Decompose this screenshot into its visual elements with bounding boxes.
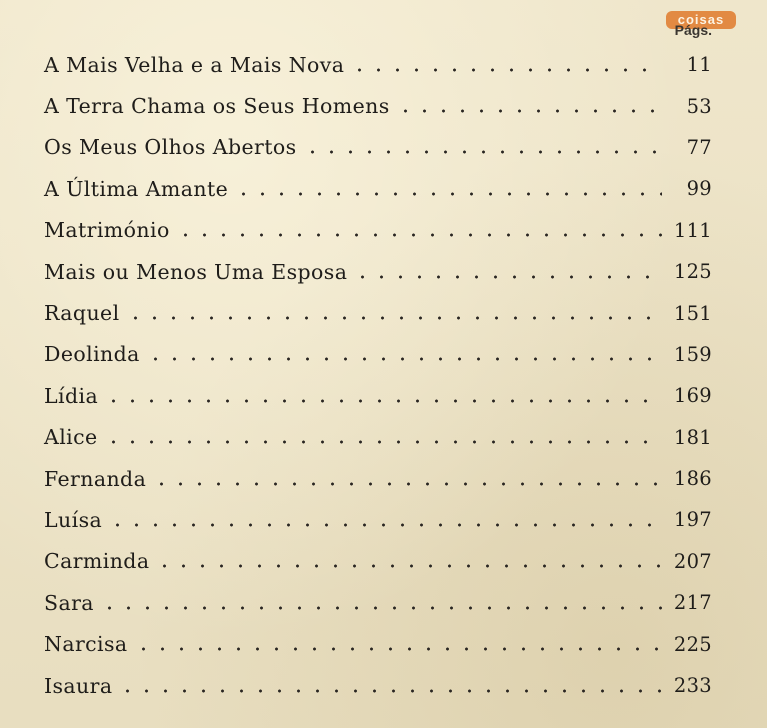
toc-entry <box>44 127 712 168</box>
dot-leader <box>108 523 662 527</box>
dot-leader <box>155 564 662 568</box>
entry-title: Sara <box>44 590 94 615</box>
entry-title: Narcisa <box>44 632 128 657</box>
dot-leader <box>100 606 662 610</box>
toc-entry <box>44 499 712 540</box>
entry-page-number: 217 <box>673 591 712 615</box>
toc-entry <box>44 582 712 623</box>
entry-page-number: 151 <box>673 301 712 325</box>
entry-title: Alice <box>44 425 98 450</box>
dot-leader <box>104 440 662 444</box>
entry-page-number: 181 <box>673 425 712 449</box>
dot-leader <box>396 109 662 113</box>
entry-title: Matrimónio <box>44 218 170 243</box>
entry-page-number: 53 <box>686 94 712 118</box>
toc-entry <box>44 168 712 209</box>
entry-title: Lídia <box>44 383 99 408</box>
entry-page-number: 169 <box>673 384 712 408</box>
toc-entry <box>44 334 712 375</box>
dot-leader <box>303 150 662 154</box>
toc-entry <box>44 665 712 706</box>
dot-leader <box>126 316 662 320</box>
dot-leader <box>104 399 662 403</box>
dot-leader <box>176 233 662 237</box>
entry-title: Deolinda <box>44 342 140 367</box>
entry-title: Os Meus Olhos Abertos <box>44 135 297 160</box>
entry-title: A Terra Chama os Seus Homens <box>44 94 390 119</box>
toc-entry <box>44 292 712 333</box>
entry-title: Mais ou Menos Uma Esposa <box>44 259 348 284</box>
dot-leader <box>118 689 662 693</box>
entry-page-number: 197 <box>673 508 712 532</box>
entry-title: Isaura <box>44 673 113 698</box>
dot-leader <box>134 647 662 651</box>
entry-title: Carminda <box>44 549 150 574</box>
entry-page-number: 225 <box>673 632 712 656</box>
dot-leader <box>350 68 662 72</box>
entry-title: Luísa <box>44 507 103 532</box>
entry-title: A Última Amante <box>44 176 229 201</box>
toc-entry <box>44 375 712 416</box>
entry-page-number: 11 <box>686 53 712 77</box>
dot-leader <box>353 275 662 279</box>
toc-entry <box>44 44 712 85</box>
entry-page-number: 111 <box>673 218 712 242</box>
entry-page-number: 77 <box>686 135 712 159</box>
dot-leader <box>146 357 662 361</box>
toc-entry <box>44 417 712 458</box>
dot-leader <box>152 482 662 486</box>
toc-entry <box>44 541 712 582</box>
table-of-contents <box>44 44 712 706</box>
entry-title: Raquel <box>44 301 120 326</box>
entry-page-number: 186 <box>673 467 712 491</box>
entry-title: Fernanda <box>44 466 147 491</box>
entry-page-number: 125 <box>673 260 712 284</box>
toc-entry <box>44 623 712 664</box>
entry-page-number: 233 <box>673 674 712 698</box>
dot-leader <box>234 192 662 196</box>
toc-entry <box>44 210 712 251</box>
toc-entry <box>44 251 712 292</box>
toc-entry <box>44 85 712 126</box>
entry-title: A Mais Velha e a Mais Nova <box>44 52 345 77</box>
pages-column-header: Págs. <box>674 22 712 38</box>
watermark-logo: coisas <box>666 11 736 29</box>
toc-entry <box>44 458 712 499</box>
entry-page-number: 99 <box>686 177 712 201</box>
entry-page-number: 207 <box>673 549 712 573</box>
entry-page-number: 159 <box>673 342 712 366</box>
